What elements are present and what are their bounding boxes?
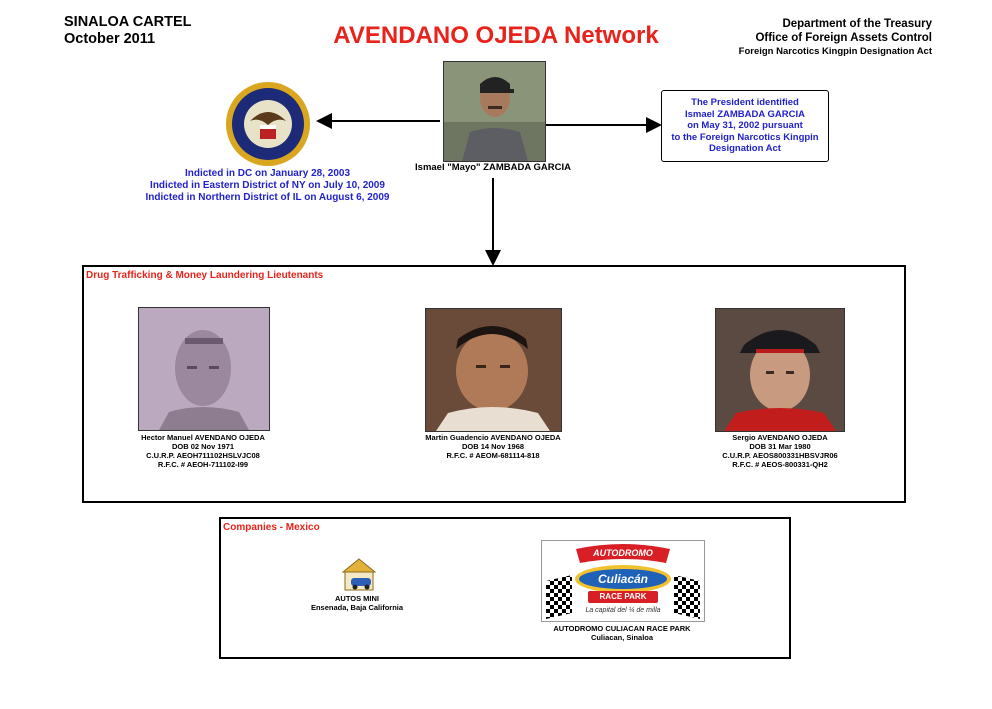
race-park-logo-icon <box>541 540 705 622</box>
logo-bottom-text: RACE PARK <box>599 592 647 601</box>
company-race-park <box>527 624 717 642</box>
president-line: The President identified <box>691 97 799 108</box>
companies-label: Companies - Mexico <box>223 522 320 533</box>
lieutenant-curp: C.U.R.P. AEOS800331HBSVJR06 <box>722 451 838 460</box>
company-autos-mini <box>292 594 422 612</box>
president-line: to the Foreign Narcotics Kingpin <box>671 131 819 143</box>
lieutenant-name: Martin Guadencio AVENDANO OJEDA <box>425 433 561 442</box>
president-line: Ismael ZAMBADA GARCIA <box>685 108 805 120</box>
logo-middle-text: Culiacán <box>597 572 648 586</box>
company-name: AUTODROMO CULIACAN RACE PARK <box>553 624 691 633</box>
car-dealership-icon <box>341 556 377 592</box>
central-person-name: Ismael "Mayo" ZAMBADA GARCIA <box>415 162 571 173</box>
company-location: Culiacan, Sinaloa <box>590 633 654 642</box>
lieutenant-dob: DOB 02 Nov 1971 <box>171 442 235 451</box>
president-identification-box <box>661 90 829 162</box>
lieutenants-label: Drug Trafficking & Money Laundering Lieutenants <box>86 270 324 281</box>
company-location: Ensenada, Baja California <box>310 603 404 612</box>
lieutenant-curp: C.U.R.P. AEOH711102HSLVJC08 <box>146 451 260 460</box>
lieutenant-info-martin <box>388 433 598 460</box>
indictment-line: Indicted in DC on January 28, 2003 <box>184 168 351 179</box>
department-of-justice-seal-icon <box>225 81 311 167</box>
president-line: Designation Act <box>709 143 781 154</box>
lieutenant-photo-hector <box>138 307 270 431</box>
logo-top-text: AUTODROMO <box>593 548 653 558</box>
central-person-photo <box>443 61 546 162</box>
indictment-list <box>110 168 425 204</box>
report-date: October 2011 <box>64 31 156 47</box>
indictment-line: Indicted in Eastern District of NY on July 10, 2009 <box>150 180 385 191</box>
office-name: Office of Foreign Assets Control <box>755 32 932 44</box>
logo-tagline: La capital del ¼ de milla <box>585 607 661 614</box>
lieutenant-name: Hector Manuel AVENDANO OJEDA <box>141 433 265 442</box>
lieutenant-info-hector <box>98 433 308 469</box>
cartel-name: SINALOA CARTEL <box>64 14 192 30</box>
lieutenant-name: Sergio AVENDANO OJEDA <box>732 433 828 442</box>
lieutenant-dob: DOB 31 Mar 1980 <box>749 442 811 451</box>
lieutenant-rfc: R.F.C. # AEOM-681114-818 <box>446 451 540 460</box>
act-name: Foreign Narcotics Kingpin Designation Act <box>738 46 932 57</box>
department-name: Department of the Treasury <box>782 18 932 30</box>
president-line: on May 31, 2002 pursuant <box>687 120 803 131</box>
lieutenant-rfc: R.F.C. # AEOH-711102-I99 <box>157 460 249 469</box>
lieutenant-info-sergio <box>675 433 885 469</box>
lieutenant-rfc: R.F.C. # AEOS-800331-QH2 <box>732 460 828 469</box>
lieutenant-photo-martin <box>425 308 562 432</box>
company-name: AUTOS MINI <box>334 594 380 603</box>
indictment-line: Indicted in Northern District of IL on August 6, 2009 <box>145 192 390 203</box>
lieutenant-photo-sergio <box>715 308 845 432</box>
lieutenant-dob: DOB 14 Nov 1968 <box>461 442 525 451</box>
page-title: AVENDANO OJEDA Network <box>333 22 659 49</box>
